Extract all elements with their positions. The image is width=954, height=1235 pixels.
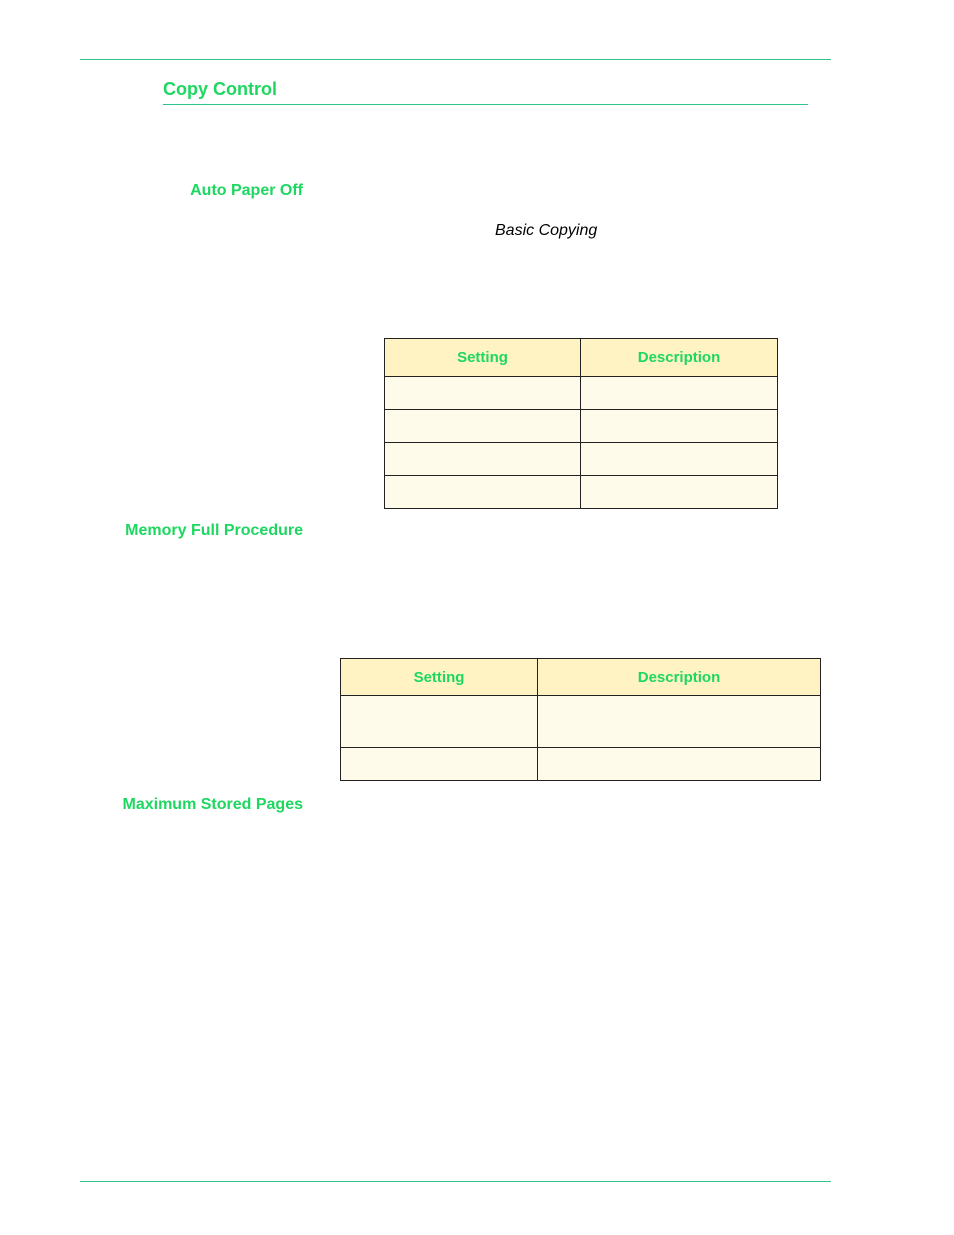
footer-rule <box>80 1181 831 1182</box>
table-cell <box>581 476 778 509</box>
reference-basic-copying: Basic Copying <box>495 222 598 239</box>
table-cell <box>341 748 538 781</box>
column-header-description: Description <box>538 659 821 696</box>
table-cell <box>581 443 778 476</box>
table-cell <box>385 476 581 509</box>
auto-paper-off-table <box>384 338 778 509</box>
table-row <box>341 748 821 781</box>
table-header-row <box>385 339 778 377</box>
table-row <box>385 410 778 443</box>
table-row <box>385 377 778 410</box>
table-cell <box>385 410 581 443</box>
table-cell <box>581 377 778 410</box>
table-cell <box>538 748 821 781</box>
header-rule <box>80 59 831 60</box>
table-cell <box>538 696 821 748</box>
table-cell <box>385 377 581 410</box>
table-row <box>341 696 821 748</box>
heading-memory-full-procedure: Memory Full Procedure <box>125 522 303 539</box>
table-cell <box>341 696 538 748</box>
table-cell <box>581 410 778 443</box>
heading-auto-paper-off: Auto Paper Off <box>190 182 303 199</box>
column-header-setting: Setting <box>385 339 581 377</box>
column-header-description: Description <box>581 339 778 377</box>
table-row <box>385 476 778 509</box>
table-header-row <box>341 659 821 696</box>
column-header-setting: Setting <box>341 659 538 696</box>
section-title: Copy Control <box>163 78 808 105</box>
heading-maximum-stored-pages: Maximum Stored Pages <box>122 796 303 813</box>
table-row <box>385 443 778 476</box>
memory-full-table <box>340 658 821 781</box>
table-cell <box>385 443 581 476</box>
